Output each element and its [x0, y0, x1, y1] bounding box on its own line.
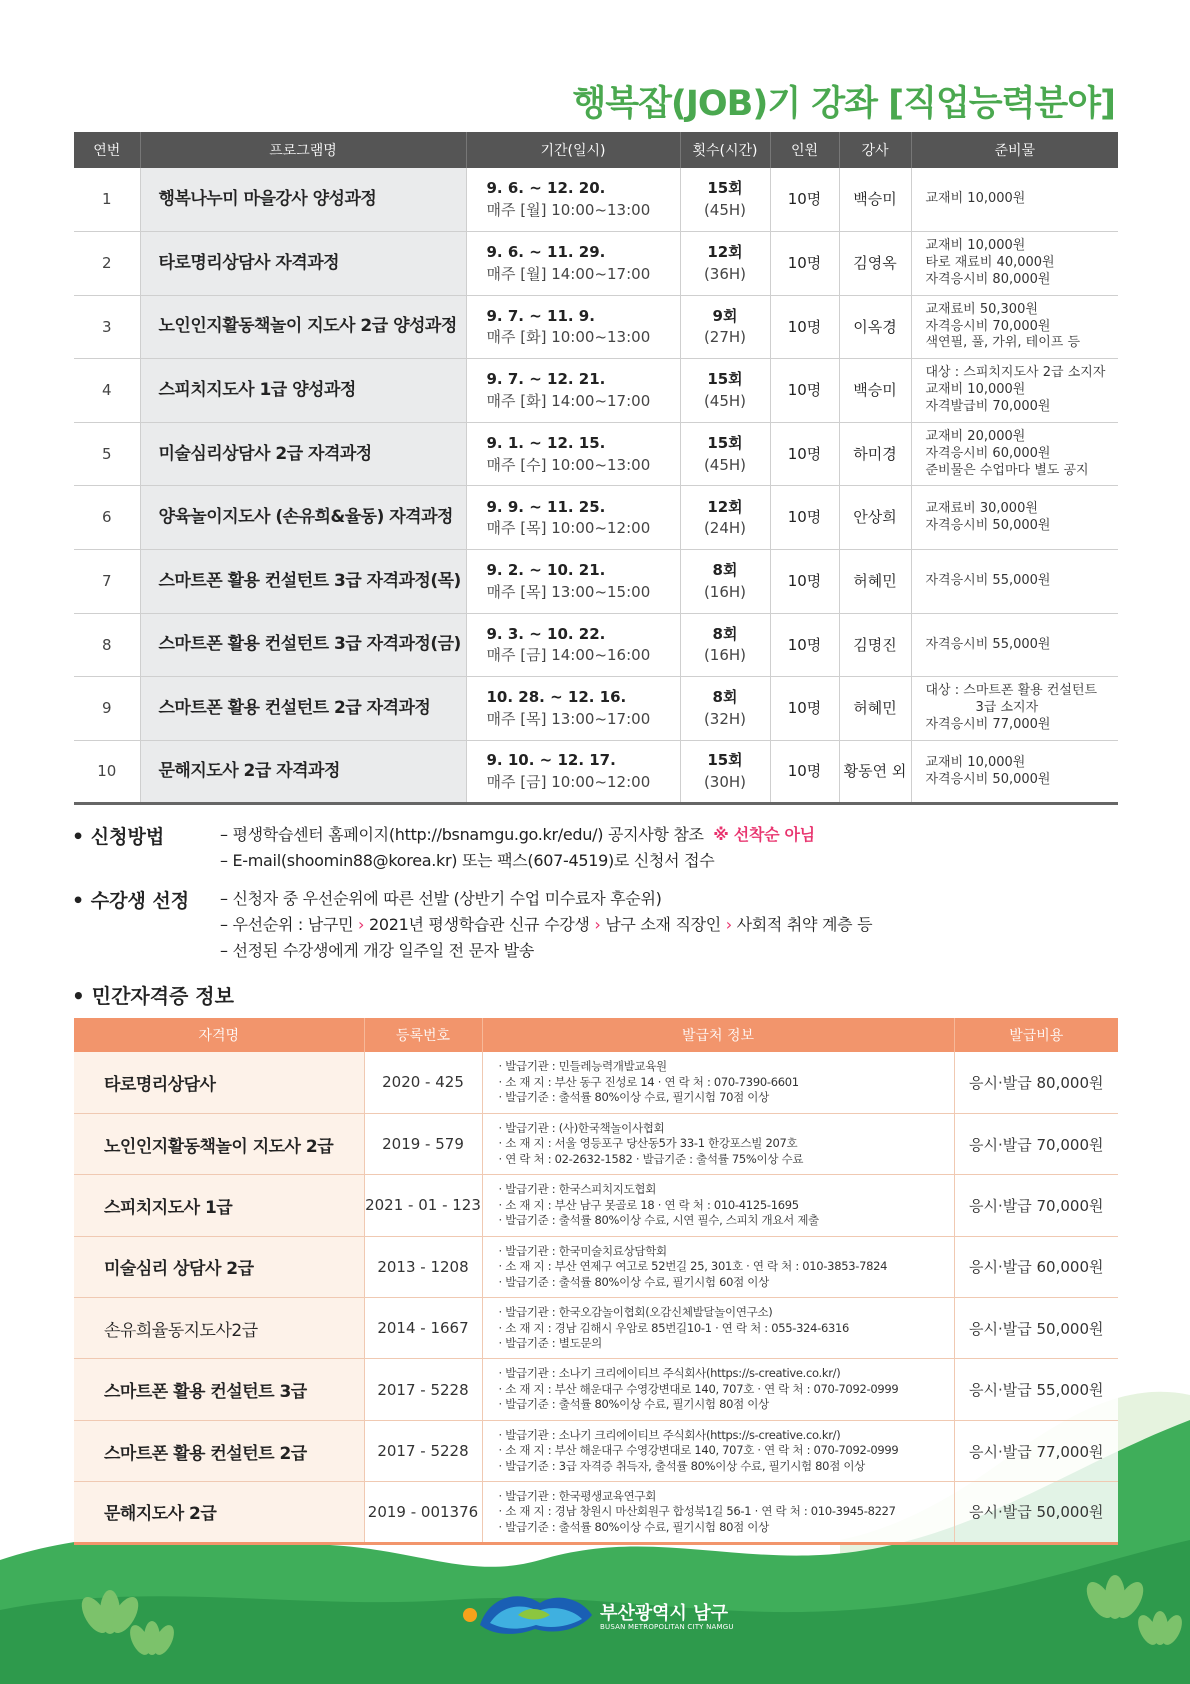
col-header: 준비물 — [911, 132, 1118, 168]
issuer-line: · 연 락 처 : 02-2632-1582 · 발급기준 : 출석률 75%이상 수료 — [498, 1151, 804, 1166]
table-row — [74, 740, 1118, 804]
session-count: 8회 — [712, 624, 738, 643]
session-count: 15회 — [707, 433, 743, 452]
table-row — [74, 613, 1118, 677]
program-period — [466, 613, 680, 677]
col-header: 등록번호 — [364, 1018, 482, 1052]
logo-subtitle: BUSAN METROPOLITAN CITY NAMGU — [600, 1623, 734, 1631]
program-name: 행복나누미 마을강사 양성과정 — [140, 168, 466, 232]
program-materials — [911, 232, 1118, 296]
material-line: 자격응시비 80,000원 — [925, 271, 1051, 287]
program-capacity: 10명 — [770, 613, 839, 677]
col-header: 강사 — [839, 132, 911, 168]
priority-prefix: – 우선순위 : 남구민 — [220, 915, 354, 934]
program-instructor: 허혜민 — [839, 550, 911, 614]
session-count: 15회 — [707, 751, 743, 770]
cert-reg-number: 2019 - 001376 — [364, 1482, 482, 1543]
period-dates: 9. 10. ~ 12. 17. — [486, 751, 616, 770]
program-instructor: 안상희 — [839, 486, 911, 550]
session-hours: (36H) — [703, 264, 747, 283]
issuer-line: · 소 재 지 : 부산 연제구 여고로 52번길 25, 301호 · 연 락 처 : 010-3853-7824 — [498, 1259, 888, 1274]
cert-issuer-info — [482, 1482, 954, 1543]
apply-line-1: – 평생학습센터 홈페이지(http://bsnamgu.go.kr/edu/) 공지사항 참조 — [220, 825, 704, 844]
cert-issuer-info — [482, 1113, 954, 1174]
table-row — [74, 550, 1118, 614]
program-sessions — [680, 232, 770, 296]
apply-heading: • 신청방법 — [72, 826, 165, 848]
cert-reg-number: 2013 - 1208 — [364, 1236, 482, 1297]
cert-reg-number: 2017 - 5228 — [364, 1420, 482, 1481]
session-count: 15회 — [707, 370, 743, 389]
row-number: 10 — [74, 740, 140, 804]
program-name: 노인인지활동책놀이 지도사 2급 양성과정 — [140, 295, 466, 359]
cert-name: 문해지도사 2급 — [74, 1482, 364, 1543]
material-line: 교재비 20,000원 — [925, 428, 1026, 444]
material-line: 대상 : 스마트폰 활용 컨설턴트 — [925, 683, 1098, 699]
material-line: 교재비 10,000원 — [925, 382, 1026, 398]
table-row — [74, 359, 1118, 423]
table-row — [74, 1052, 1118, 1113]
issuer-line: · 발급기준 : 출석률 80%이상 수료, 필기시험 60점 이상 — [498, 1274, 769, 1289]
row-number: 8 — [74, 613, 140, 677]
cert-issuer-info — [482, 1420, 954, 1481]
issuer-line: · 발급기관 : (사)한국책놀이사협회 — [498, 1120, 665, 1135]
col-header: 발급비용 — [954, 1018, 1118, 1052]
cert-issuer-info — [482, 1359, 954, 1420]
period-schedule: 매주 [목] 10:00~12:00 — [486, 519, 651, 538]
cert-fee: 응시·발급 70,000원 — [954, 1175, 1118, 1236]
issuer-line: · 소 재 지 : 부산 해운대구 수영강변대로 140, 707호 · 연 락 처 : 070-7092-0999 — [498, 1443, 899, 1458]
program-sessions — [680, 613, 770, 677]
program-name: 양육놀이지도사 (손유희&율동) 자격과정 — [140, 486, 466, 550]
issuer-line: · 소 재 지 : 경남 창원시 마산회원구 합성북1길 56-1 · 연 락 처 : 010-3945-8227 — [498, 1504, 896, 1519]
program-period — [466, 168, 680, 232]
row-number: 3 — [74, 295, 140, 359]
program-instructor: 허혜민 — [839, 677, 911, 741]
program-instructor: 이옥경 — [839, 295, 911, 359]
row-number: 9 — [74, 677, 140, 741]
issuer-line: · 발급기관 : 한국미술치료상담학회 — [498, 1243, 667, 1258]
program-materials — [911, 613, 1118, 677]
col-header: 기간(일시) — [466, 132, 680, 168]
issuer-line: · 소 재 지 : 부산 남구 못골로 18 · 연 락 처 : 010-4125-1695 — [498, 1197, 799, 1212]
col-header: 인원 — [770, 132, 839, 168]
cert-fee: 응시·발급 50,000원 — [954, 1298, 1118, 1359]
issuer-line: · 소 재 지 : 부산 동구 진성로 14 · 연 락 처 : 070-7390-6601 — [498, 1074, 799, 1089]
cert-name: 스피치지도사 1급 — [74, 1175, 364, 1236]
material-line: 타로 재료비 40,000원 — [925, 254, 1055, 270]
col-header: 자격명 — [74, 1018, 364, 1052]
program-period — [466, 486, 680, 550]
cert-fee: 응시·발급 55,000원 — [954, 1359, 1118, 1420]
issuer-line: · 발급기준 : 출석률 80%이상 수료, 필기시험 70점 이상 — [498, 1090, 769, 1105]
material-line: 색연필, 풀, 가위, 테이프 등 — [925, 335, 1081, 351]
table-row — [74, 1298, 1118, 1359]
program-sessions — [680, 677, 770, 741]
priority-item: 사회적 취약 계층 등 — [736, 915, 873, 934]
period-schedule: 매주 [화] 10:00~13:00 — [486, 328, 651, 347]
program-capacity: 10명 — [770, 486, 839, 550]
issuer-line: · 발급기관 : 한국스피치지도협회 — [498, 1182, 657, 1197]
program-sessions — [680, 740, 770, 804]
table-row — [74, 1236, 1118, 1297]
issuer-line: · 발급기관 : 한국오감놀이협회(오감신체발달놀이연구소) — [498, 1304, 773, 1319]
cert-name: 미술심리 상담사 2급 — [74, 1236, 364, 1297]
cert-name: 스마트폰 활용 컨설턴트 2급 — [74, 1420, 364, 1481]
issuer-line: · 발급기준 : 출석률 80%이상 수료, 필기시험 80점 이상 — [498, 1519, 769, 1534]
material-line: 교재비 10,000원 — [925, 191, 1026, 207]
row-number: 2 — [74, 232, 140, 296]
program-materials — [911, 359, 1118, 423]
logo-name: 부산광역시 남구 — [600, 1603, 728, 1624]
program-capacity: 10명 — [770, 550, 839, 614]
program-name: 문해지도사 2급 자격과정 — [140, 740, 466, 804]
table-row — [74, 1113, 1118, 1174]
table-row — [74, 1359, 1118, 1420]
cert-reg-number: 2019 - 579 — [364, 1113, 482, 1174]
period-schedule: 매주 [금] 14:00~16:00 — [486, 646, 651, 665]
apply-note: ※ 선착순 아님 — [713, 825, 815, 844]
material-line: 자격발급비 70,000원 — [925, 399, 1051, 415]
program-sessions — [680, 359, 770, 423]
cert-reg-number: 2021 - 01 - 123 — [364, 1175, 482, 1236]
program-name: 타로명리상담사 자격과정 — [140, 232, 466, 296]
period-dates: 9. 7. ~ 12. 21. — [486, 370, 606, 389]
material-line: 자격응시비 55,000원 — [925, 636, 1051, 652]
period-dates: 9. 9. ~ 11. 25. — [486, 497, 606, 516]
issuer-line: · 발급기준 : 출석률 80%이상 수료, 필기시험 80점 이상 — [498, 1397, 769, 1412]
session-hours: (27H) — [703, 328, 747, 347]
chevron-right-icon: › — [358, 915, 365, 934]
program-period — [466, 359, 680, 423]
cert-reg-number: 2017 - 5228 — [364, 1359, 482, 1420]
row-number: 1 — [74, 168, 140, 232]
session-hours: (45H) — [703, 201, 747, 220]
period-schedule: 매주 [월] 14:00~17:00 — [486, 264, 651, 283]
period-dates: 9. 2. ~ 10. 21. — [486, 561, 606, 580]
period-dates: 9. 3. ~ 10. 22. — [486, 624, 606, 643]
period-dates: 9. 1. ~ 12. 15. — [486, 433, 606, 452]
issuer-line: · 발급기준 : 별도문의 — [498, 1336, 602, 1351]
program-period — [466, 550, 680, 614]
program-instructor: 김영옥 — [839, 232, 911, 296]
program-materials — [911, 422, 1118, 486]
issuer-line: · 발급기관 : 한국평생교육연구회 — [498, 1488, 657, 1503]
chevron-right-icon: › — [725, 915, 732, 934]
table-row — [74, 1420, 1118, 1481]
issuer-line: · 발급기준 : 3급 자격증 취득자, 출석률 80%이상 수료, 필기시험 80점 이상 — [498, 1458, 865, 1473]
cert-name: 손유희율동지도사2급 — [74, 1298, 364, 1359]
cert-fee: 응시·발급 77,000원 — [954, 1420, 1118, 1481]
period-schedule: 매주 [화] 14:00~17:00 — [486, 392, 651, 411]
period-schedule: 매주 [수] 10:00~13:00 — [486, 455, 651, 474]
cert-issuer-info — [482, 1052, 954, 1113]
program-period — [466, 677, 680, 741]
session-hours: (45H) — [703, 392, 747, 411]
session-hours: (16H) — [703, 582, 747, 601]
table-row — [74, 168, 1118, 232]
session-count: 8회 — [712, 561, 738, 580]
period-schedule: 매주 [목] 13:00~17:00 — [486, 710, 651, 729]
program-period — [466, 295, 680, 359]
apply-line-2: – E-mail(shoomin88@korea.kr) 또는 팩스(607-4519)로 신청서 접수 — [220, 851, 715, 870]
program-materials — [911, 550, 1118, 614]
selection-heading: • 수강생 선정 — [72, 890, 190, 912]
program-materials — [911, 486, 1118, 550]
program-name: 스마트폰 활용 컨설턴트 2급 자격과정 — [140, 677, 466, 741]
col-header: 발급처 정보 — [482, 1018, 954, 1052]
table-row — [74, 422, 1118, 486]
col-header: 연번 — [74, 132, 140, 168]
cert-issuer-info — [482, 1298, 954, 1359]
session-count: 12회 — [707, 497, 743, 516]
material-line: 자격응시비 60,000원 — [925, 445, 1051, 461]
material-line: 3급 소지자 — [975, 700, 1039, 716]
cert-table-header — [74, 1018, 1118, 1052]
cert-name: 타로명리상담사 — [74, 1052, 364, 1113]
program-instructor: 황동연 외 — [839, 740, 911, 804]
session-hours: (32H) — [703, 710, 747, 729]
material-line: 교재료비 30,000원 — [925, 500, 1038, 516]
program-materials — [911, 168, 1118, 232]
selection-line-3: – 선정된 수강생에게 개강 일주일 전 문자 발송 — [220, 941, 535, 960]
cert-fee: 응시·발급 50,000원 — [954, 1482, 1118, 1543]
session-hours: (30H) — [703, 773, 747, 792]
table-row — [74, 486, 1118, 550]
program-name: 미술심리상담사 2급 자격과정 — [140, 422, 466, 486]
program-sessions — [680, 168, 770, 232]
program-sessions — [680, 550, 770, 614]
material-line: 자격응시비 77,000원 — [925, 716, 1051, 732]
program-materials — [911, 740, 1118, 804]
program-period — [466, 232, 680, 296]
period-schedule: 매주 [금] 10:00~12:00 — [486, 773, 651, 792]
session-count: 8회 — [712, 688, 738, 707]
program-sessions — [680, 295, 770, 359]
program-sessions — [680, 422, 770, 486]
cert-issuer-info — [482, 1175, 954, 1236]
program-period — [466, 422, 680, 486]
program-materials — [911, 295, 1118, 359]
table-row — [74, 677, 1118, 741]
material-line: 자격응시비 55,000원 — [925, 572, 1051, 588]
issuer-line: · 발급기관 : 소나기 크리에이티브 주식회사(https://s-creative.co.kr/) — [498, 1427, 841, 1442]
program-capacity: 10명 — [770, 677, 839, 741]
session-hours: (16H) — [703, 646, 747, 665]
certificate-table — [74, 1018, 1118, 1545]
cert-name: 스마트폰 활용 컨설턴트 3급 — [74, 1359, 364, 1420]
material-line: 교재료비 50,300원 — [925, 301, 1038, 317]
col-header: 횟수(시간) — [680, 132, 770, 168]
priority-item: 2021년 평생학습관 신규 수강생 — [368, 915, 590, 934]
issuer-line: · 소 재 지 : 서울 영등포구 당산동5가 33-1 한강포스빌 207호 — [498, 1136, 798, 1151]
table-row — [74, 232, 1118, 296]
program-instructor: 김명진 — [839, 613, 911, 677]
row-number: 7 — [74, 550, 140, 614]
session-count: 12회 — [707, 243, 743, 262]
period-dates: 9. 6. ~ 11. 29. — [486, 243, 606, 262]
program-capacity: 10명 — [770, 168, 839, 232]
session-count: 15회 — [707, 179, 743, 198]
row-number: 6 — [74, 486, 140, 550]
page-title: 행복잡(JOB)기 강좌 [직업능력분야] — [572, 84, 1115, 124]
cert-fee: 응시·발급 80,000원 — [954, 1052, 1118, 1113]
material-line: 대상 : 스피치지도사 2급 소지자 — [925, 365, 1106, 381]
material-line: 교재비 10,000원 — [925, 238, 1026, 254]
session-hours: (45H) — [703, 455, 747, 474]
period-schedule: 매주 [월] 10:00~13:00 — [486, 201, 651, 220]
period-dates: 9. 7. ~ 11. 9. — [486, 306, 595, 325]
program-materials — [911, 677, 1118, 741]
cert-fee: 응시·발급 60,000원 — [954, 1236, 1118, 1297]
cert-name: 노인인지활동책놀이 지도사 2급 — [74, 1113, 364, 1174]
material-line: 자격응시비 50,000원 — [925, 517, 1051, 533]
program-instructor: 백승미 — [839, 359, 911, 423]
program-capacity: 10명 — [770, 422, 839, 486]
session-count: 9회 — [712, 306, 738, 325]
program-capacity: 10명 — [770, 740, 839, 804]
issuer-line: · 소 재 지 : 경남 김해시 우암로 85번길10-1 · 연 락 처 : 055-324-6316 — [498, 1320, 850, 1335]
chevron-right-icon: › — [594, 915, 601, 934]
program-name: 스피치지도사 1급 양성과정 — [140, 359, 466, 423]
period-dates: 9. 6. ~ 12. 20. — [486, 179, 606, 198]
program-name: 스마트폰 활용 컨설턴트 3급 자격과정(금) — [140, 613, 466, 677]
table-row — [74, 1482, 1118, 1543]
table-row — [74, 1175, 1118, 1236]
program-instructor: 하미경 — [839, 422, 911, 486]
cert-section-title: • 민간자격증 정보 — [72, 984, 234, 1008]
program-capacity: 10명 — [770, 359, 839, 423]
period-dates: 10. 28. ~ 12. 16. — [486, 688, 627, 707]
period-schedule: 매주 [목] 13:00~15:00 — [486, 582, 651, 601]
namgu-emblem-icon — [460, 1585, 600, 1645]
material-line: 자격응시비 70,000원 — [925, 318, 1051, 334]
issuer-line: · 소 재 지 : 부산 해운대구 수영강변대로 140, 707호 · 연 락 처 : 070-7092-0999 — [498, 1381, 899, 1396]
program-table-header — [74, 132, 1118, 168]
material-line: 자격응시비 50,000원 — [925, 771, 1051, 787]
issuer-line: · 발급기관 : 민들레능력개발교육원 — [498, 1059, 667, 1074]
material-line: 교재비 10,000원 — [925, 754, 1026, 770]
cert-reg-number: 2020 - 425 — [364, 1052, 482, 1113]
program-capacity: 10명 — [770, 232, 839, 296]
row-number: 4 — [74, 359, 140, 423]
issuer-line: · 발급기관 : 소나기 크리에이티브 주식회사(https://s-creative.co.kr/) — [498, 1366, 841, 1381]
selection-line-1: – 신청자 중 우선순위에 따른 선발 (상반기 수업 미수료자 후순위) — [220, 889, 662, 908]
program-instructor: 백승미 — [839, 168, 911, 232]
program-period — [466, 740, 680, 804]
cert-fee: 응시·발급 70,000원 — [954, 1113, 1118, 1174]
program-sessions — [680, 486, 770, 550]
issuer-line: · 발급기준 : 출석률 80%이상 수료, 시연 필수, 스피치 개요서 제출 — [498, 1213, 819, 1228]
cert-reg-number: 2014 - 1667 — [364, 1298, 482, 1359]
program-capacity: 10명 — [770, 295, 839, 359]
namgu-logo — [460, 1585, 734, 1645]
session-hours: (24H) — [703, 519, 747, 538]
col-header: 프로그램명 — [140, 132, 466, 168]
selection-line-2 — [220, 912, 872, 938]
row-number: 5 — [74, 422, 140, 486]
material-line: 준비물은 수업마다 별도 공지 — [925, 462, 1089, 478]
cert-issuer-info — [482, 1236, 954, 1297]
priority-item: 남구 소재 직장인 — [605, 915, 721, 934]
program-name: 스마트폰 활용 컨설턴트 3급 자격과정(목) — [140, 550, 466, 614]
table-row — [74, 295, 1118, 359]
program-table — [74, 132, 1118, 805]
